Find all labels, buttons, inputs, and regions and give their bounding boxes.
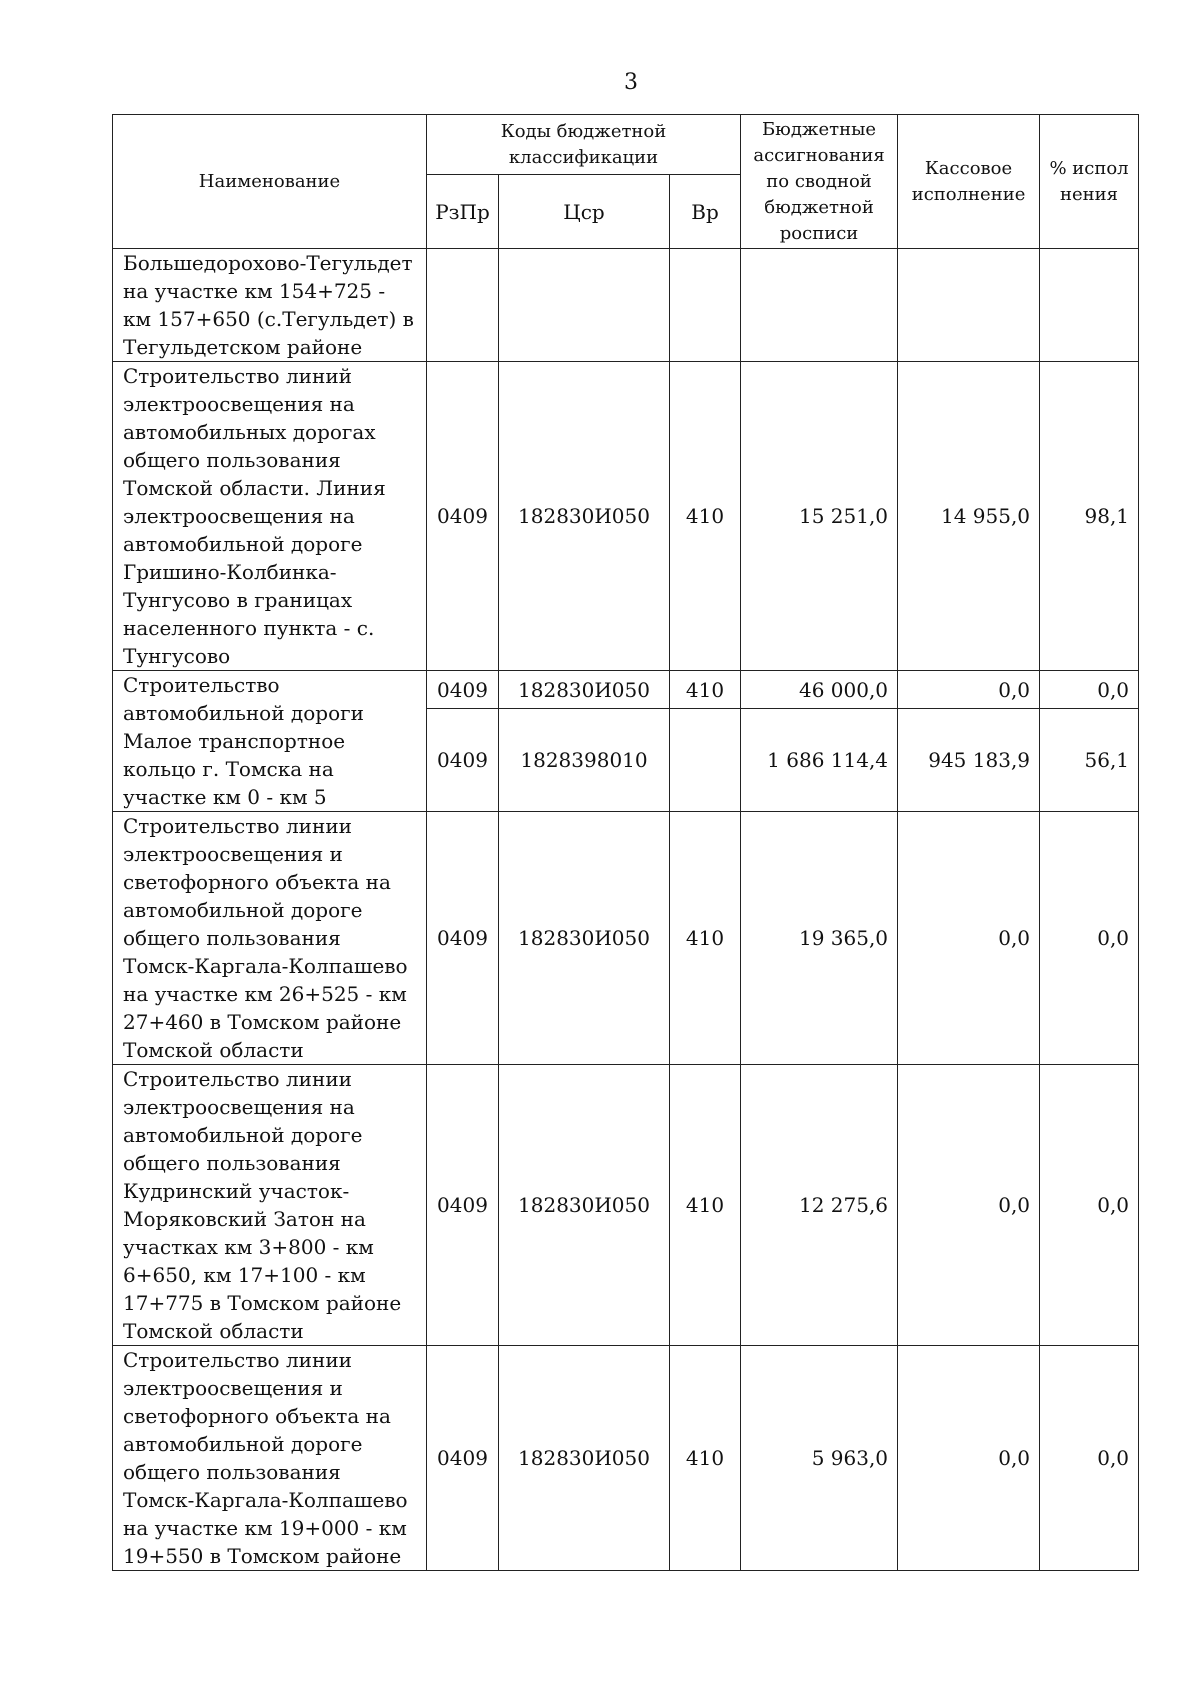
table-row bbox=[113, 362, 1139, 671]
table-row bbox=[113, 1346, 1139, 1571]
row-rzpr: 0409 bbox=[427, 709, 499, 812]
row-rzpr: 0409 bbox=[427, 671, 499, 709]
row-vr: 410 bbox=[670, 1346, 741, 1571]
row-csr: 182830И050 bbox=[499, 362, 670, 671]
header-csr: Цср bbox=[499, 175, 670, 249]
row-name: Строительство линий электроосвещения на автомобильных дорогах общего пользования Томской области. Линия электроосвещения на автомобильной дороге Гришино-Колбинка-Тунгусово в границах населенного пункта - с. Тунгусово bbox=[113, 362, 427, 671]
row-pct: 56,1 bbox=[1040, 709, 1139, 812]
row-vr: 410 bbox=[670, 362, 741, 671]
row-cash bbox=[898, 249, 1040, 362]
header-rzpr: РзПр bbox=[427, 175, 499, 249]
row-csr: 1828398010 bbox=[499, 709, 670, 812]
row-csr bbox=[499, 249, 670, 362]
row-budget: 46 000,0 bbox=[741, 671, 898, 709]
row-name: Строительство линии электроосвещения и светофорного объекта на автомобильной дороге общего пользования Томск-Каргала-Колпашево на участке км 26+525 - км 27+460 в Томском районе Томской области bbox=[113, 812, 427, 1065]
table-row bbox=[113, 812, 1139, 1065]
header-pct: % испол нения bbox=[1040, 115, 1139, 249]
row-pct bbox=[1040, 249, 1139, 362]
header-codes-group: Коды бюджетной классификации bbox=[427, 115, 741, 175]
table-row bbox=[113, 671, 1139, 709]
row-cash: 0,0 bbox=[898, 1065, 1040, 1346]
row-rzpr bbox=[427, 249, 499, 362]
row-csr: 182830И050 bbox=[499, 812, 670, 1065]
page-number: 3 bbox=[624, 70, 638, 95]
row-budget: 1 686 114,4 bbox=[741, 709, 898, 812]
header-vr: Вр bbox=[670, 175, 741, 249]
table-row bbox=[113, 1065, 1139, 1346]
header-cash: Кассовое исполнение bbox=[898, 115, 1040, 249]
row-rzpr: 0409 bbox=[427, 362, 499, 671]
row-name: Строительство линии электроосвещения на автомобильной дороге общего пользования Кудринский участок-Моряковский Затон на участках км 3+800 - км 6+650, км 17+100 - км 17+775 в Томском районе Томской области bbox=[113, 1065, 427, 1346]
row-cash: 0,0 bbox=[898, 1346, 1040, 1571]
row-cash: 14 955,0 bbox=[898, 362, 1040, 671]
row-csr: 182830И050 bbox=[499, 1065, 670, 1346]
row-budget: 15 251,0 bbox=[741, 362, 898, 671]
header-name: Наименование bbox=[113, 115, 427, 249]
row-pct: 98,1 bbox=[1040, 362, 1139, 671]
budget-table bbox=[112, 114, 1139, 1571]
row-rzpr: 0409 bbox=[427, 1065, 499, 1346]
row-vr: 410 bbox=[670, 1065, 741, 1346]
row-name: Строительство автомобильной дороги Малое транспортное кольцо г. Томска на участке км 0 - км 5 bbox=[113, 671, 427, 812]
row-pct: 0,0 bbox=[1040, 1346, 1139, 1571]
row-budget: 12 275,6 bbox=[741, 1065, 898, 1346]
row-vr bbox=[670, 249, 741, 362]
row-name: Большедорохово-Тегульдет на участке км 154+725 - км 157+650 (с.Тегульдет) в Тегульдетском районе bbox=[113, 249, 427, 362]
row-pct: 0,0 bbox=[1040, 812, 1139, 1065]
row-cash: 945 183,9 bbox=[898, 709, 1040, 812]
row-budget: 5 963,0 bbox=[741, 1346, 898, 1571]
row-cash: 0,0 bbox=[898, 671, 1040, 709]
row-vr bbox=[670, 709, 741, 812]
table-row bbox=[113, 249, 1139, 362]
row-cash: 0,0 bbox=[898, 812, 1040, 1065]
row-csr: 182830И050 bbox=[499, 671, 670, 709]
row-rzpr: 0409 bbox=[427, 812, 499, 1065]
row-budget: 19 365,0 bbox=[741, 812, 898, 1065]
row-name: Строительство линии электроосвещения и светофорного объекта на автомобильной дороге общего пользования Томск-Каргала-Колпашево на участке км 19+000 - км 19+550 в Томском районе bbox=[113, 1346, 427, 1571]
row-budget bbox=[741, 249, 898, 362]
row-csr: 182830И050 bbox=[499, 1346, 670, 1571]
row-vr: 410 bbox=[670, 671, 741, 709]
row-vr: 410 bbox=[670, 812, 741, 1065]
header-budget: Бюджетные ассигнования по сводной бюджетной росписи bbox=[741, 115, 898, 249]
row-rzpr: 0409 bbox=[427, 1346, 499, 1571]
row-pct: 0,0 bbox=[1040, 1065, 1139, 1346]
row-pct: 0,0 bbox=[1040, 671, 1139, 709]
